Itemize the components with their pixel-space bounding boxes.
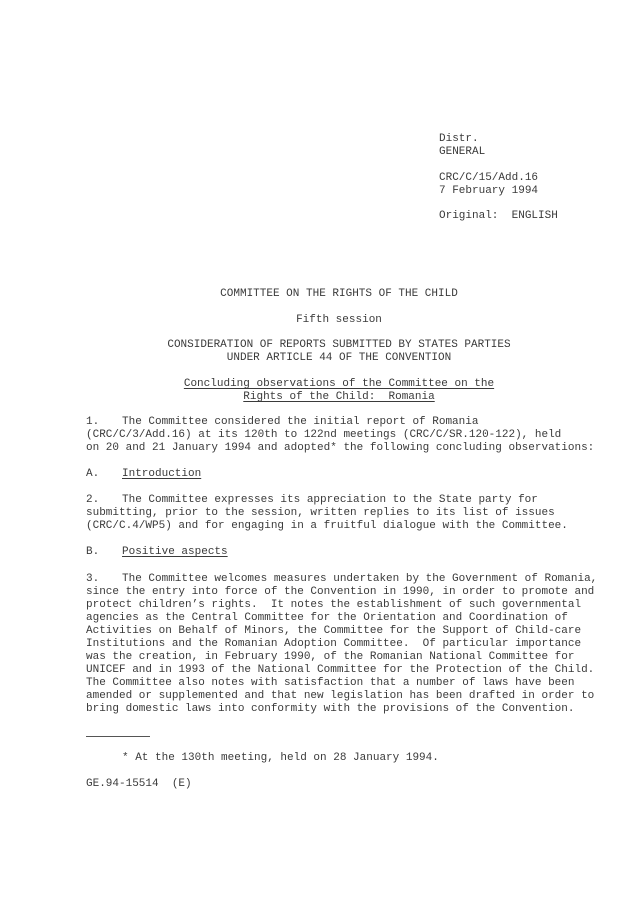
section-b-title: Positive aspects xyxy=(122,546,228,558)
committee-title: COMMITTEE ON THE RIGHTS OF THE CHILD xyxy=(220,288,458,300)
paragraph-line: on 20 and 21 January 1994 and adopted* the following concluding observations: xyxy=(86,442,595,454)
paragraph-line: The Committee welcomes measures undertaken by the Government of Romania, xyxy=(122,573,598,585)
paragraph-number: 3. xyxy=(86,573,100,585)
paragraph-line: amended or supplemented and that new legislation has been drafted in order to xyxy=(86,690,595,702)
paragraph-line: was the creation, in February 1990, of the Romanian National Committee for xyxy=(86,651,575,663)
document-date: 7 February 1994 xyxy=(439,185,539,197)
paragraph-line: The Committee expresses its appreciation to the State party for xyxy=(122,494,538,506)
footnote: * At the 130th meeting, held on 28 January 1994. xyxy=(122,752,439,764)
paragraph-number: 2. xyxy=(86,494,100,506)
footnote-separator xyxy=(86,736,150,737)
paragraph-line: agencies as the Central Committee for the Orientation and Coordination of xyxy=(86,612,568,624)
paragraph-line: submitting, prior to the session, written replies to its list of issues xyxy=(86,507,555,519)
paragraph-number: 1. xyxy=(86,416,100,428)
paragraph-line: The Committee also notes with satisfaction that a number of laws have been xyxy=(86,677,575,689)
paragraph-line: protect children’s rights. It notes the establishment of such governmental xyxy=(86,599,582,611)
distribution: GENERAL xyxy=(439,146,486,158)
original-label: Original: xyxy=(439,210,499,222)
consideration-title-line1: CONSIDERATION OF REPORTS SUBMITTED BY STATES PARTIES xyxy=(167,339,511,351)
section-a-letter: A. xyxy=(86,468,100,480)
session-title: Fifth session xyxy=(296,314,382,326)
paragraph-line: since the entry into force of the Convention in 1990, in order to promote and xyxy=(86,586,595,598)
subtitle-line1: Concluding observations of the Committee on the xyxy=(183,378,495,390)
paragraph-line: bring domestic laws into conformity with the provisions of the Convention. xyxy=(86,703,575,715)
paragraph-line: (CRC/C.4/WP5) and for engaging in a fruitful dialogue with the Committee. xyxy=(86,520,568,532)
original-language-line xyxy=(439,210,558,223)
paragraph-line: UNICEF and in 1993 of the National Committee for the Protection of the Child. xyxy=(86,664,595,676)
paragraph-line: The Committee considered the initial report of Romania xyxy=(122,416,479,428)
section-a-title: Introduction xyxy=(122,468,202,480)
paragraph-line: (CRC/C/3/Add.16) at its 120th to 122nd meetings (CRC/C/SR.120-122), held xyxy=(86,429,562,441)
paragraph-line: Activities on Behalf of Minors, the Committee for the Support of Child-care xyxy=(86,625,582,637)
section-b-letter: B. xyxy=(86,546,100,558)
job-number: GE.94-15514 (E) xyxy=(86,778,192,790)
distr-label: Distr. xyxy=(439,133,479,145)
consideration-title-line2: UNDER ARTICLE 44 OF THE CONVENTION xyxy=(226,352,452,364)
subtitle-line2: Rights of the Child: Romania xyxy=(243,391,435,403)
paragraph-line: Institutions and the Romanian Adoption Committee. Of particular importance xyxy=(86,638,582,650)
document-symbol: CRC/C/15/Add.16 xyxy=(439,172,539,184)
original-language: ENGLISH xyxy=(511,210,558,222)
